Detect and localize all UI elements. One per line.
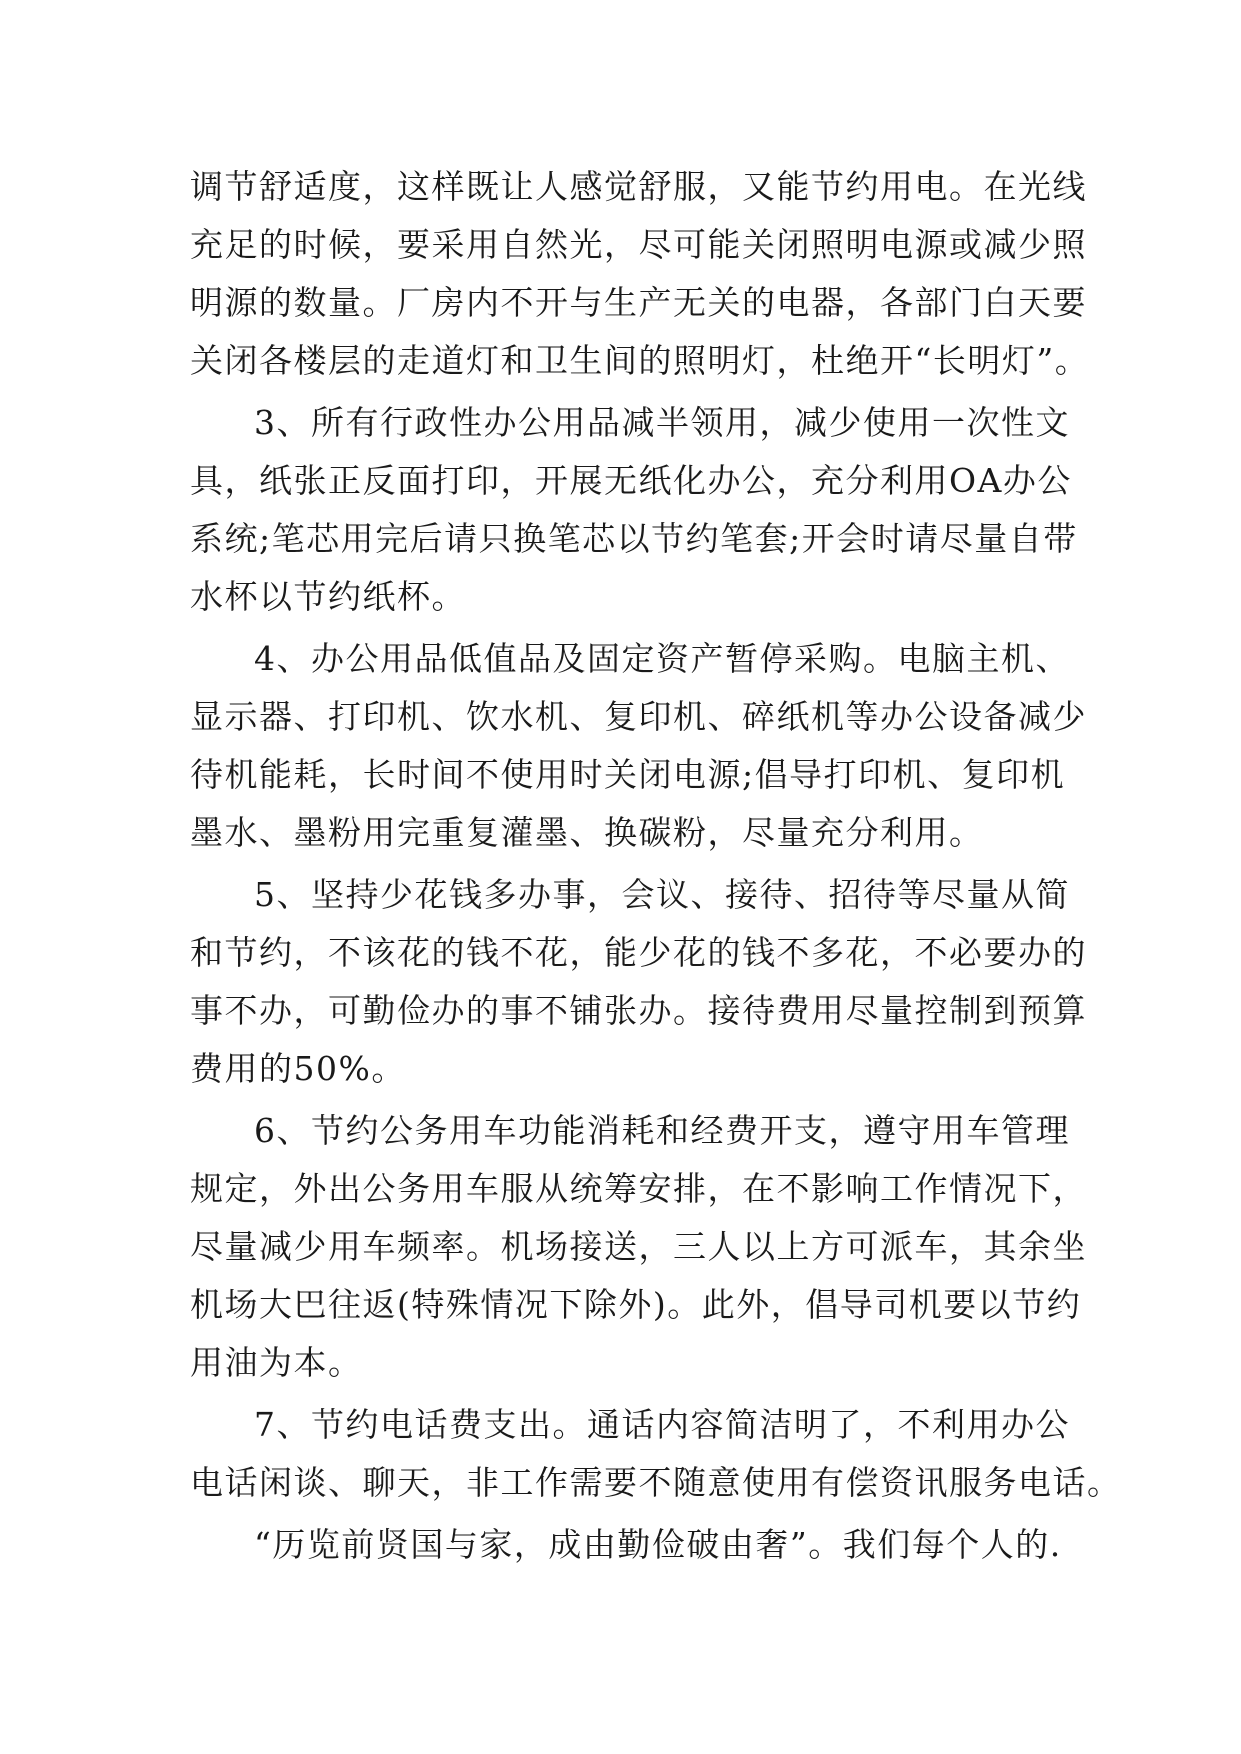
text-line: 调节舒适度，这样既让人感觉舒服，又能节约用电。在光线 <box>190 167 1087 206</box>
text-line: 具，纸张正反面打印，开展无纸化办公，充分利用OA办公 <box>190 461 1072 500</box>
text-line: 费用的50%。 <box>190 1049 406 1088</box>
text-line: 7、节约电话费支出。通话内容简洁明了，不利用办公 <box>254 1405 1070 1444</box>
text-line: 待机能耗，长时间不使用时关闭电源;倡导打印机、复印机 <box>190 755 1066 794</box>
text-line: 机场大巴往返(特殊情况下除外)。此外，倡导司机要以节约 <box>190 1285 1082 1324</box>
text-line: 6、节约公务用车功能消耗和经费开支，遵守用车管理 <box>254 1111 1070 1150</box>
text-line: 规定，外出公务用车服从统筹安排，在不影响工作情况下， <box>190 1169 1087 1208</box>
text-line: 3、所有行政性办公用品减半领用，减少使用一次性文 <box>254 403 1070 442</box>
text-line: 系统;笔芯用完后请只换笔芯以节约笔套;开会时请尽量自带 <box>190 519 1078 558</box>
text-line: 墨水、墨粉用完重复灌墨、换碳粉，尽量充分利用。 <box>190 813 984 852</box>
text-line: 5、坚持少花钱多办事，会议、接待、招待等尽量从简 <box>254 875 1070 914</box>
text-line: “历览前贤国与家，成由勤俭破由奢”。我们每个人的. <box>254 1525 1062 1564</box>
text-line: 显示器、打印机、饮水机、复印机、碎纸机等办公设备减少 <box>190 697 1087 736</box>
text-line: 事不办，可勤俭办的事不铺张办。接待费用尽量控制到预算 <box>190 991 1087 1030</box>
text-line: 关闭各楼层的走道灯和卫生间的照明灯，杜绝开“长明灯”。 <box>190 341 1090 380</box>
text-line: 和节约，不该花的钱不花，能少花的钱不多花，不必要办的 <box>190 933 1087 972</box>
text-line: 明源的数量。厂房内不开与生产无关的电器，各部门白天要 <box>190 283 1087 322</box>
text-line: 水杯以节约纸杯。 <box>190 577 466 616</box>
text-line: 用油为本。 <box>190 1343 363 1382</box>
text-line: 充足的时候，要采用自然光，尽可能关闭照明电源或减少照 <box>190 225 1087 264</box>
text-line: 电话闲谈、聊天，非工作需要不随意使用有偿资讯服务电话。 <box>190 1463 1122 1502</box>
text-line: 4、办公用品低值品及固定资产暂停采购。电脑主机、 <box>254 639 1070 678</box>
text-line: 尽量减少用车频率。机场接送，三人以上方可派车，其余坐 <box>190 1227 1087 1266</box>
